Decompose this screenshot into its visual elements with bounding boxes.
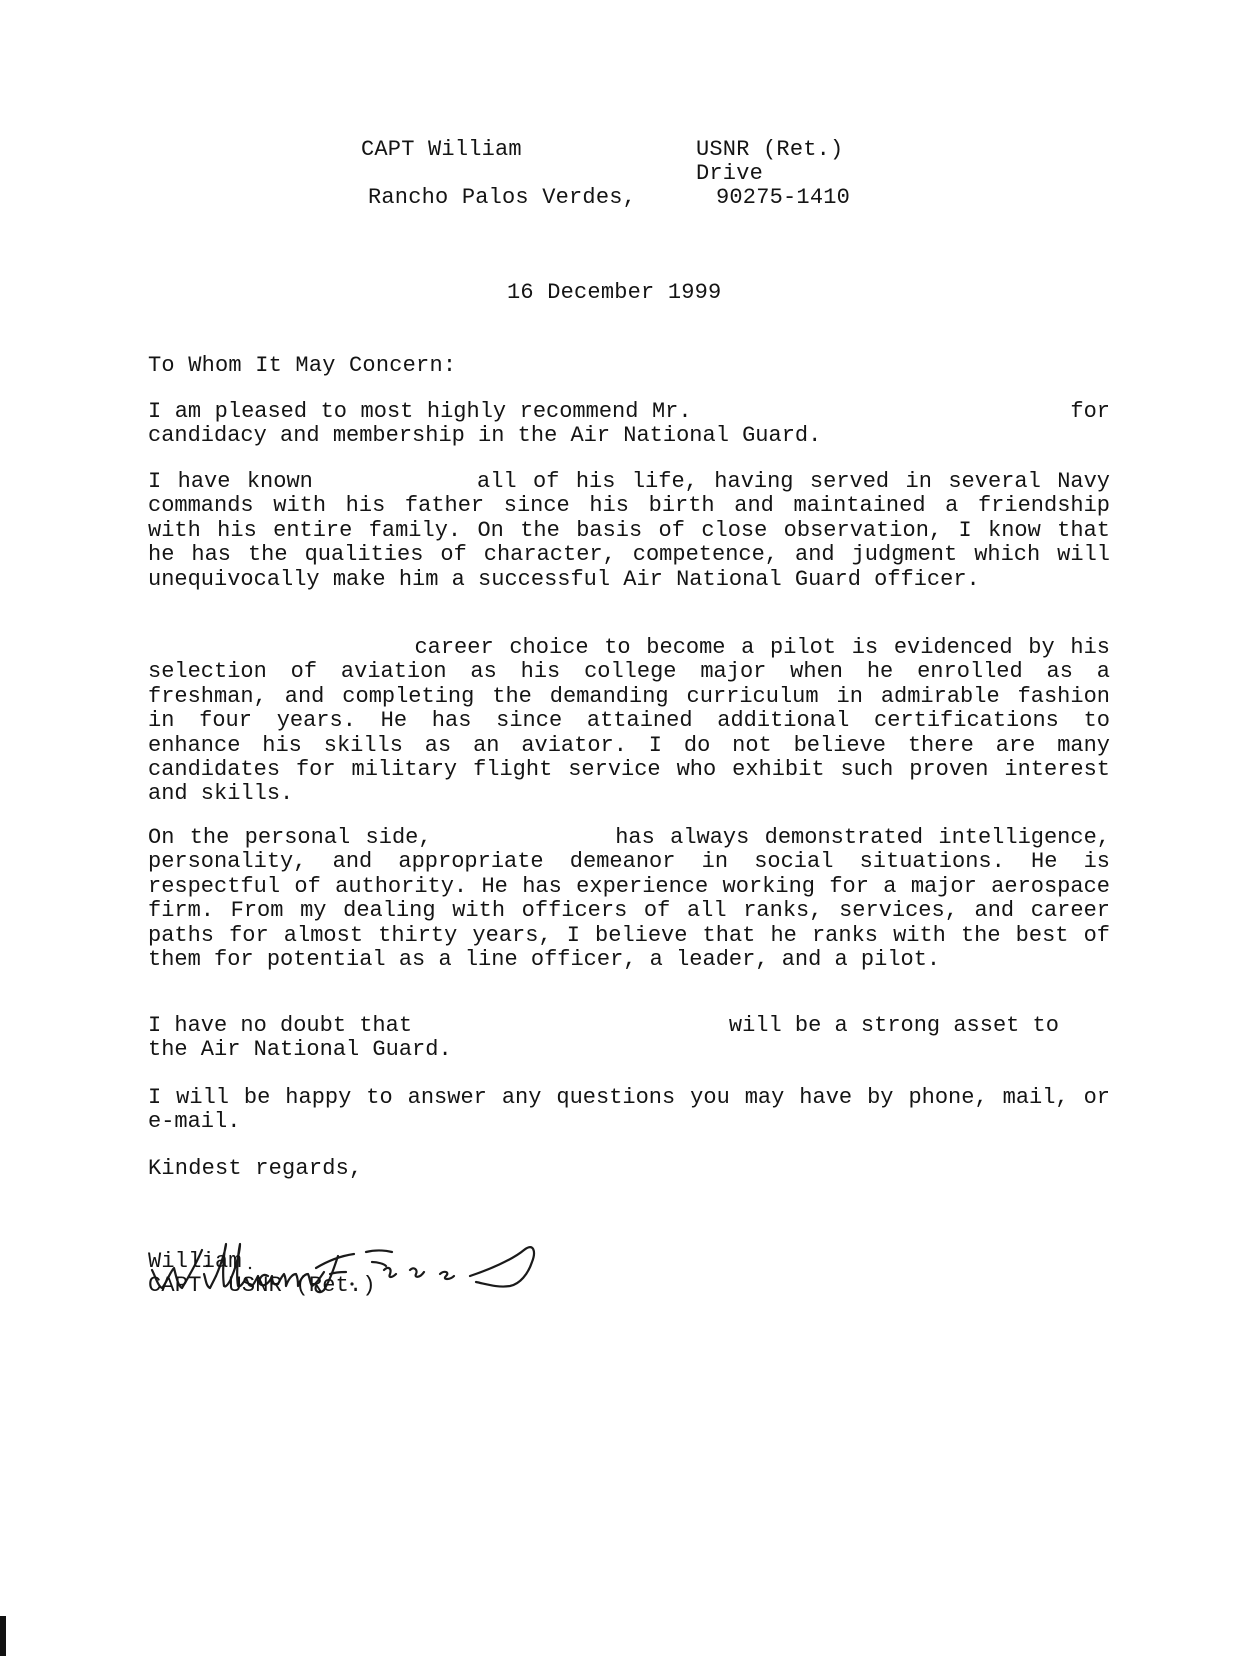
letter-date: 16 December 1999 (507, 280, 722, 305)
header-city-left: Rancho Palos Verdes, (368, 185, 637, 210)
closing: Kindest regards, (148, 1156, 363, 1181)
body-paragraph-1: I am pleased to most highly recommend Mr. for candidacy and membership in the Air National Guard. (148, 399, 1110, 449)
scan-edge-mark (0, 1616, 6, 1656)
header-street: Drive (696, 161, 764, 186)
header-name-right: USNR (Ret.) (696, 137, 844, 162)
header-name-left: CAPT William (361, 137, 522, 162)
signer-title: CAPT USNR (Ret.) (148, 1273, 376, 1298)
body-paragraph-5: I have no doubt that will be a strong asset to the Air National Guard. (148, 1013, 1059, 1063)
salutation: To Whom It May Concern: (148, 353, 457, 378)
body-paragraph-4: On the personal side, has always demonstrated intelligence, personality, and appropriate demeanor in social situations. He is respectful of authority. He has experience working for a major aerospace firm. From my dealing with officers of all ranks, services, and career paths for almost thirty years, I believe that he ranks with the best of them for potential as a line officer, a leader, and a pilot. (148, 825, 1110, 973)
body-paragraph-2: I have known all of his life, having served in several Navy commands with his father since his birth and maintained a friendship with his entire family. On the basis of close observation, I know that he has the qualities of character, competence, and judgment which will unequivocally make him a successful Air National Guard officer. (148, 469, 1110, 592)
header-city-right: 90275-1410 (716, 185, 851, 210)
signer-name: William (148, 1249, 242, 1274)
body-paragraph-3: career choice to become a pilot is evidenced by his selection of aviation as his college major when he enrolled as a freshman, and completing the demanding curriculum in admirable fashion in four years. He has since attained additional certifications to enhance his skills as an aviator. I do not believe there are many candidates for military flight service who exhibit such proven interest and skills. (148, 635, 1110, 807)
body-paragraph-6: I will be happy to answer any questions you may have by phone, mail, or e-mail. (148, 1085, 1110, 1135)
